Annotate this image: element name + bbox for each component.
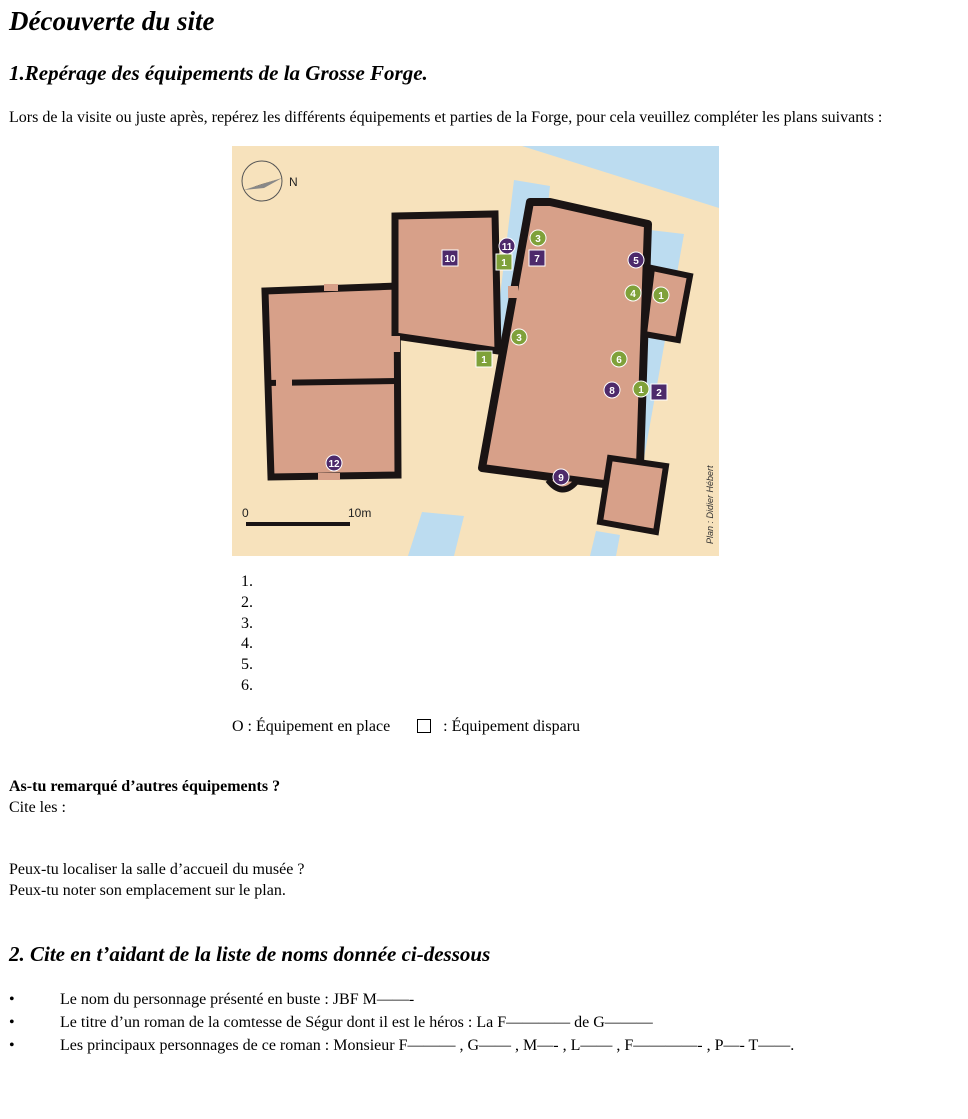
annex-bottom <box>600 458 666 532</box>
marker-present-label: 9 <box>558 473 564 484</box>
equipment-list <box>232 572 257 697</box>
marker-present-label: 1 <box>638 385 644 396</box>
list-item-text: Le titre d’un roman de la comtesse de Ségur dont il est le héros : La F———— de G——— <box>60 1014 653 1031</box>
other-equipment-question: As-tu remarqué d’autres équipements ? <box>9 778 281 795</box>
list-item-text: Le nom du personnage présenté en buste : JBF M——- <box>60 991 415 1008</box>
marker-present-label: 11 <box>501 242 513 253</box>
intro-text: Lors de la visite ou juste après, repérez les différents équipements et parties de la Forge, pour cela veuillez compléter les plans suivants : <box>9 109 883 126</box>
marker-present-label: 4 <box>630 289 636 300</box>
reception-question: Peux-tu localiser la salle d’accueil du musée ? <box>9 861 305 878</box>
reception-instruction: Peux-tu noter son emplacement sur le plan. <box>9 882 286 899</box>
bullet: • <box>9 1014 15 1031</box>
compass-icon <box>242 161 282 201</box>
bullet: • <box>9 991 15 1008</box>
compass-label: N <box>289 175 298 189</box>
scale-start-label: 0 <box>242 506 249 520</box>
legend-missing: : Équipement disparu <box>443 718 581 735</box>
section2-heading: 2. Cite en t’aidant de la liste de noms donnée ci-dessous <box>9 942 491 966</box>
other-equipment-prompt: Cite les : <box>9 799 66 816</box>
marker-present-label: 3 <box>516 333 522 344</box>
forge-site-plan <box>232 146 719 556</box>
marker-missing-label: 10 <box>444 254 456 265</box>
page-title: Découverte du site <box>9 6 215 36</box>
marker-missing-label: 1 <box>501 258 507 269</box>
marker-missing-label: 7 <box>534 254 540 265</box>
legend <box>232 716 580 737</box>
marker-present-label: 12 <box>328 459 340 470</box>
list-item <box>9 1011 794 1034</box>
building-left <box>265 284 398 480</box>
legend-present: O : Équipement en place <box>232 718 391 735</box>
marker-present-label: 1 <box>658 291 664 302</box>
marker-present-label: 3 <box>535 234 541 245</box>
section1-heading: 1.Repérage des équipements de la Grosse Forge. <box>9 61 428 85</box>
names-list <box>9 988 794 1057</box>
list-item <box>9 988 794 1011</box>
list-item <box>9 1034 794 1057</box>
marker-present-label: 8 <box>609 386 615 397</box>
marker-present-label: 6 <box>616 355 622 366</box>
list-item-text: Les principaux personnages de ce roman : Monsieur F——— , G—— , M—- , L—— , F————- , P—- T——. <box>60 1037 795 1054</box>
marker-missing-label: 1 <box>481 355 487 366</box>
scale-end-label: 10m <box>348 506 372 520</box>
plan-credit: Plan : Didier Hébert <box>705 465 715 544</box>
square-icon <box>417 719 431 733</box>
marker-missing-label: 2 <box>656 388 662 399</box>
building-middle <box>390 214 498 352</box>
marker-present-label: 5 <box>633 256 639 267</box>
bullet: • <box>9 1037 15 1054</box>
